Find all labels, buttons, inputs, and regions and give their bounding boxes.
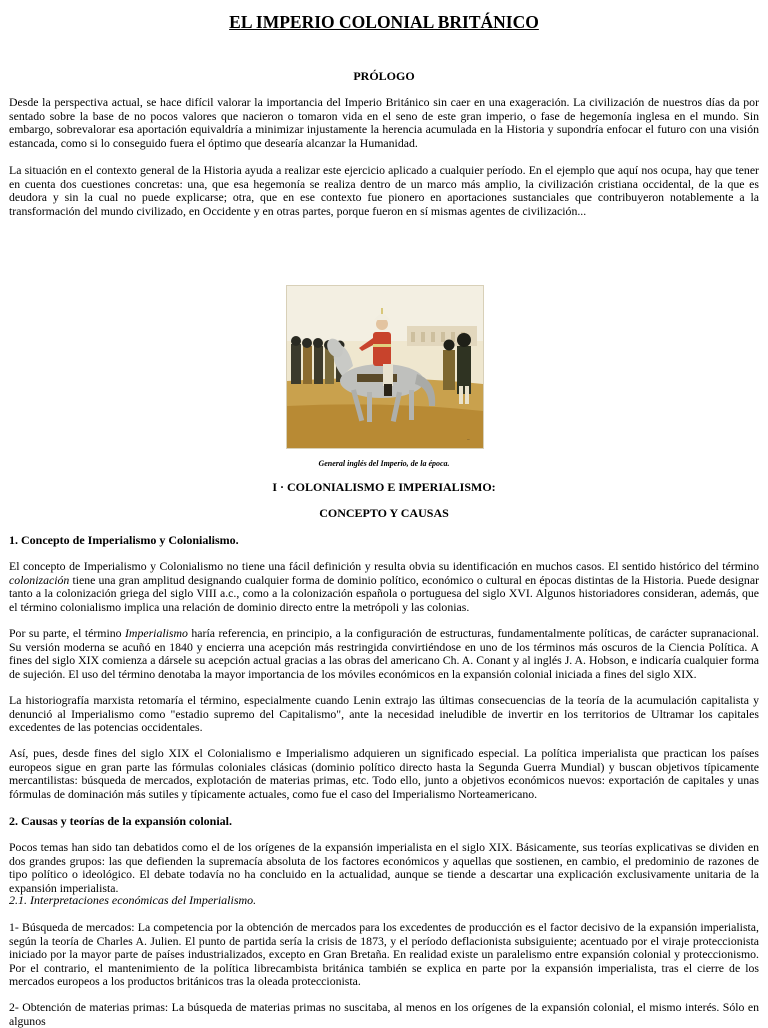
causes-paragraph-1: Pocos temas han sido tan debatidos como el de los orígenes de la expansión imperialista en el siglo XIX. Básicamente, sus teorías explicativas se dividen en dos grandes grupos: las que defienden la supremacía absoluta de los factores económicos y aquellas que sostienen, en cambio, el predominio de razones de tipo político o ideológico. El debate todavía no ha concluido en la actualidad, aunque se tiende a descartar una explicación exclusivamente unitaria de la expansión imperialista. bbox=[9, 840, 759, 895]
figure-caption: General inglés del Imperio, de la época. bbox=[318, 459, 450, 468]
prologue-heading: PRÓLOGO bbox=[353, 69, 415, 83]
p2-text-b: haría referencia, en principio, a la configuración de estructuras, fundamentalmente políticas, de carácter supranacional. Su versión moderna se acuñó en 1840 y encierra una acepción más restringida convirtiéndose en uno de los términos más oscuros de la Ciencia Política. A fines del siglo XIX comienza a dársele su acepción actual gracias a las obras del americano Ch. A. Conant y al inglés J. A. Hobson, e indicaría cualquier forma de sujeción. El uso del término denotaba la mayor importancia de los móviles económicos en la expansión colonial iniciada a fines del siglo XIX. bbox=[9, 626, 760, 681]
concept-paragraph-2 bbox=[9, 627, 759, 681]
term-colonizacion: colonización bbox=[9, 572, 70, 587]
concept-paragraph-3: La historiografía marxista retomaría el término, especialmente cuando Lenin extrajo las últimas consecuencias de la teoría de la acumulación capitalista y denunció al Imperialismo como "estadio supremo del Capitalismo", ante la necesidad ineludible de invertir en los territorios de Ultramar los capitales excedentes de las potencias occidentales. bbox=[9, 693, 759, 735]
term-imperialismo: Imperialismo bbox=[125, 626, 188, 640]
svg-text:~: ~ bbox=[467, 438, 470, 443]
prologue-paragraph-2: La situación en el contexto general de la Historia ayuda a realizar este ejercicio aplicado a cualquier período. En el ejemplo que aquí nos ocupa, hay que tener en cuenta dos cuestiones concretas: una, que esa hegemonía se realiza dentro de un marco más amplio, la civilización cristiana occidental, de la que es deudora y sin la cual no puede explicarse; otra, que en ese contexto fue pionero en aportaciones sustanciales que contribuyeron notablemente a la transformación del mundo civilizado, en Occidente y en otras partes, porque fueron en sí mismas agentes de civilización... bbox=[9, 163, 759, 218]
causes-paragraph-2: 1- Búsqueda de mercados: La competencia por la obtención de mercados para los excedentes de producción es el factor decisivo de la expansión imperialista, según la teoría de Charles A. Julien. El punto de partida sería la crisis de 1873, y el período deflacionista subsiguiente; acentuado por el viraje proteccionista iniciado por la mayor parte de países industrializados, excepto en Gran Bretaña. En realidad existe un paralelismo entre expansión colonial y proteccionismo. Por el contrario, el mantenimiento de la política librecambista británica también se explica en parte por la expansión imperialista, tras el cierre de los mercados europeos a los productos británicos tras la oleada proteccionista. bbox=[9, 920, 759, 989]
section-heading: I · COLONIALISMO E IMPERIALISMO: bbox=[272, 480, 496, 494]
concept-paragraph-4: Así, pues, desde fines del siglo XIX el Colonialismo e Imperialismo adquieren un significado especial. La política imperialista que practican los países europeos sigue en gran parte las fórmulas coloniales clásicas (dominio político directo hasta la Segunda Guerra Mundial) y buscan objetivos típicamente mercantilistas: búsqueda de mercados, explotación de materias primas, etc. Todo ello, junto a objetivos económicos nuevos: exportación de capitales y unas fórmulas de dominación más sutiles y típicamente actuales, como fue el caso del Imperialismo Norteamericano. bbox=[9, 746, 759, 801]
causes-paragraph-3: 2- Obtención de materias primas: La búsqueda de materias primas no suscitaba, al menos en los orígenes de la expansión colonial, el mismo interés. Sólo en algunos bbox=[9, 1000, 759, 1028]
prologue-paragraph-1: Desde la perspectiva actual, se hace difícil valorar la importancia del Imperio Británico sin caer en una exageración. La civilización de nuestros días da por sentado sobre la base de no pocos valores que nacieron o tomaron vida en el seno de este gran imperio, o fase de hegemonía inglesa en el mundo. Sin embargo, sobrevalorar esa aportación equivaldría a minimizar injustamente la herencia acumulada en la Historia y supondría enfocar el futuro con una visión estancada, como si lo conseguido fuera el óptimo que desearía alcanzar la Humanidad. bbox=[9, 95, 759, 150]
subsection-2-1-heading: 2.1. Interpretaciones económicas del Imperialismo. bbox=[9, 893, 257, 907]
subsection-1-heading: 1. Concepto de Imperialismo y Colonialismo. bbox=[9, 533, 239, 547]
concept-paragraph-1 bbox=[9, 560, 759, 614]
p1-text-a: El concepto de Imperialismo y Colonialismo no tiene una fácil definición y resulta obvia su identificación en muchos casos. El sentido histórico del término bbox=[9, 559, 759, 573]
p2-text-a: Por su parte, el término bbox=[9, 626, 125, 640]
subsection-2-heading: 2. Causas y teorías de la expansión colonial. bbox=[9, 814, 233, 828]
general-illustration bbox=[286, 285, 484, 449]
p1-text-b: tiene una gran amplitud designando cualquier forma de dominio político, económico o cultural en épocas distintas de la Historia. Puede designar tanto a la colonización griega del siglo VIII a.c., como a la colonización española o portuguesa del siglo XVI. Algunos historiadores consideran, además, que el término colonialismo implica una relación de dominio directo entre la metrópoli y las colonias. bbox=[9, 572, 759, 614]
page-title: EL IMPERIO COLONIAL BRITÁNICO bbox=[229, 12, 539, 32]
section-subheading: CONCEPTO Y CAUSAS bbox=[319, 506, 449, 520]
